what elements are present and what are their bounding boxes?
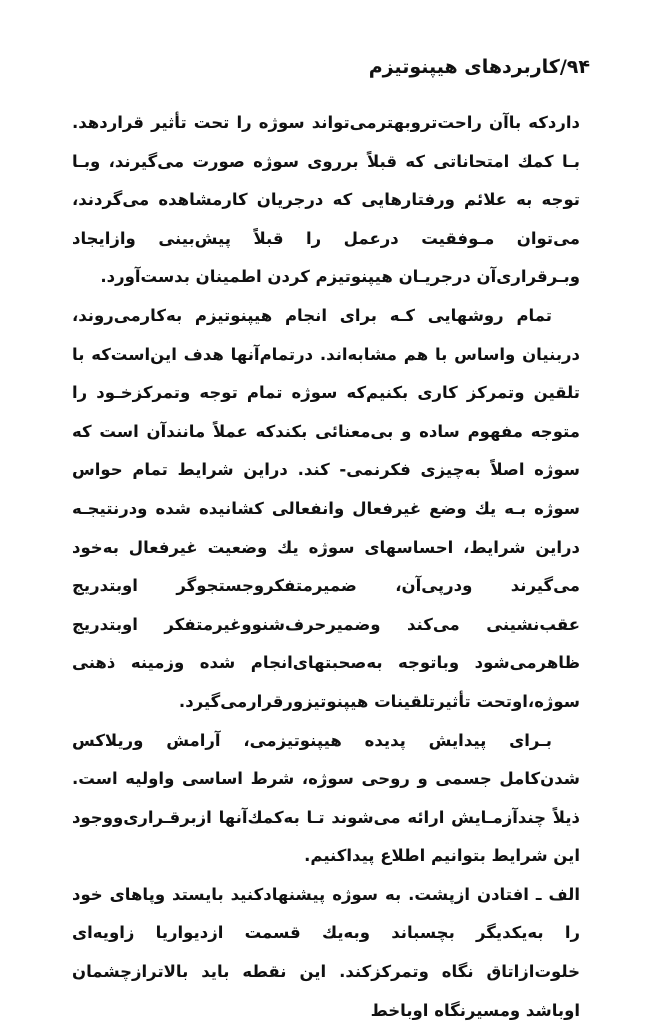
paragraph-2: تمام روشهایی کـه برای انجام هیپنوتیزم به‌کارمی‌روند، دربنیان واساس با هم مشابه‌اند. درتمام‌آنها هدف این‌است‌که با تلقین وتمرکز کاری بکنیم‌که سوژه تمام توجه وتمرکزخـود را متوجه مفهوم ساده و بی‌معنائی بکندکه عملاً مانندآن است که سوژه اصلاً به‌چیزی فکرنمی- کند. دراین شرایط تمام حواس سوژه بـه یك وضع غیرفعال وانفعالی کشانیده شده ودرنتیجـه دراین شرایط، احساسهای سوژه یك وضعیت غیرفعال به‌خود می‌گیرند ودرپی‌آن، ضمیرمتفکروجستجوگر اوبتدریج عقب‌نشینی می‌کند وضمیرحرف‌شنووغیرمتفکر اوبتدریج ظاهرمی‌شود وباتوجه به‌صحبتهای‌انجام شده وزمینه ذهنی سوژه،اوتحت تأثیرتلقینات هیپنوتیزورقرارمی‌گیرد. bbox=[72, 305, 580, 711]
page-header: ۹۴/کاربردهای هیپنوتیزم bbox=[368, 56, 590, 78]
paragraph-4-text: به سوژه پیشنهادکنید بایستد وپاهای خود را به‌یکدیگر بچسباند وبه‌یك قسمت ازدیواریا زاویه‌ای خلوت‌ازاتاق نگاه وتمرکزکند. این نقطه باید بالاترازچشمان اوباشد ومسیرنگاه اوباخط bbox=[72, 884, 580, 1020]
paragraph-3: بـرای پیدایش پدیده هیپنوتیزمی، آرامش وریلاکس شدن‌کامل جسمی و روحی سوژه، شرط اساسی واولیه است. ذیلاً چندآزمـایش ارائه می‌شوند تـا به‌کمك‌آنها ازبرقـراری‌ووجود این شرایط بتوانیم اطلاع پیداکنیم. bbox=[72, 730, 580, 866]
section-heading-alef: الف ـ افتادن ازپشت. bbox=[408, 884, 580, 904]
running-title: کاربردهای هیپنوتیزم bbox=[368, 56, 560, 78]
page-body bbox=[72, 104, 580, 1030]
paragraph-4 bbox=[72, 876, 580, 1030]
paragraph-1: داردکه باآن راحت‌تروبهترمی‌تواند سوژه را تحت تأثیر قراردهد. بـا کمك امتحاناتی که قبلاً برروی سوژه صورت می‌گیرند، وبـا توجه به علائم ورفتارهایی که درجریان کارمشاهده می‌گردند، می‌توان مـوفقیت درعمل را قبلاً پیش‌بینی وازایجاد وبـرقراری‌آن درجریـان هیپنوتیزم کردن اطمینان بدست‌آورد. bbox=[72, 113, 580, 287]
page-number: ۹۴ bbox=[566, 56, 590, 78]
